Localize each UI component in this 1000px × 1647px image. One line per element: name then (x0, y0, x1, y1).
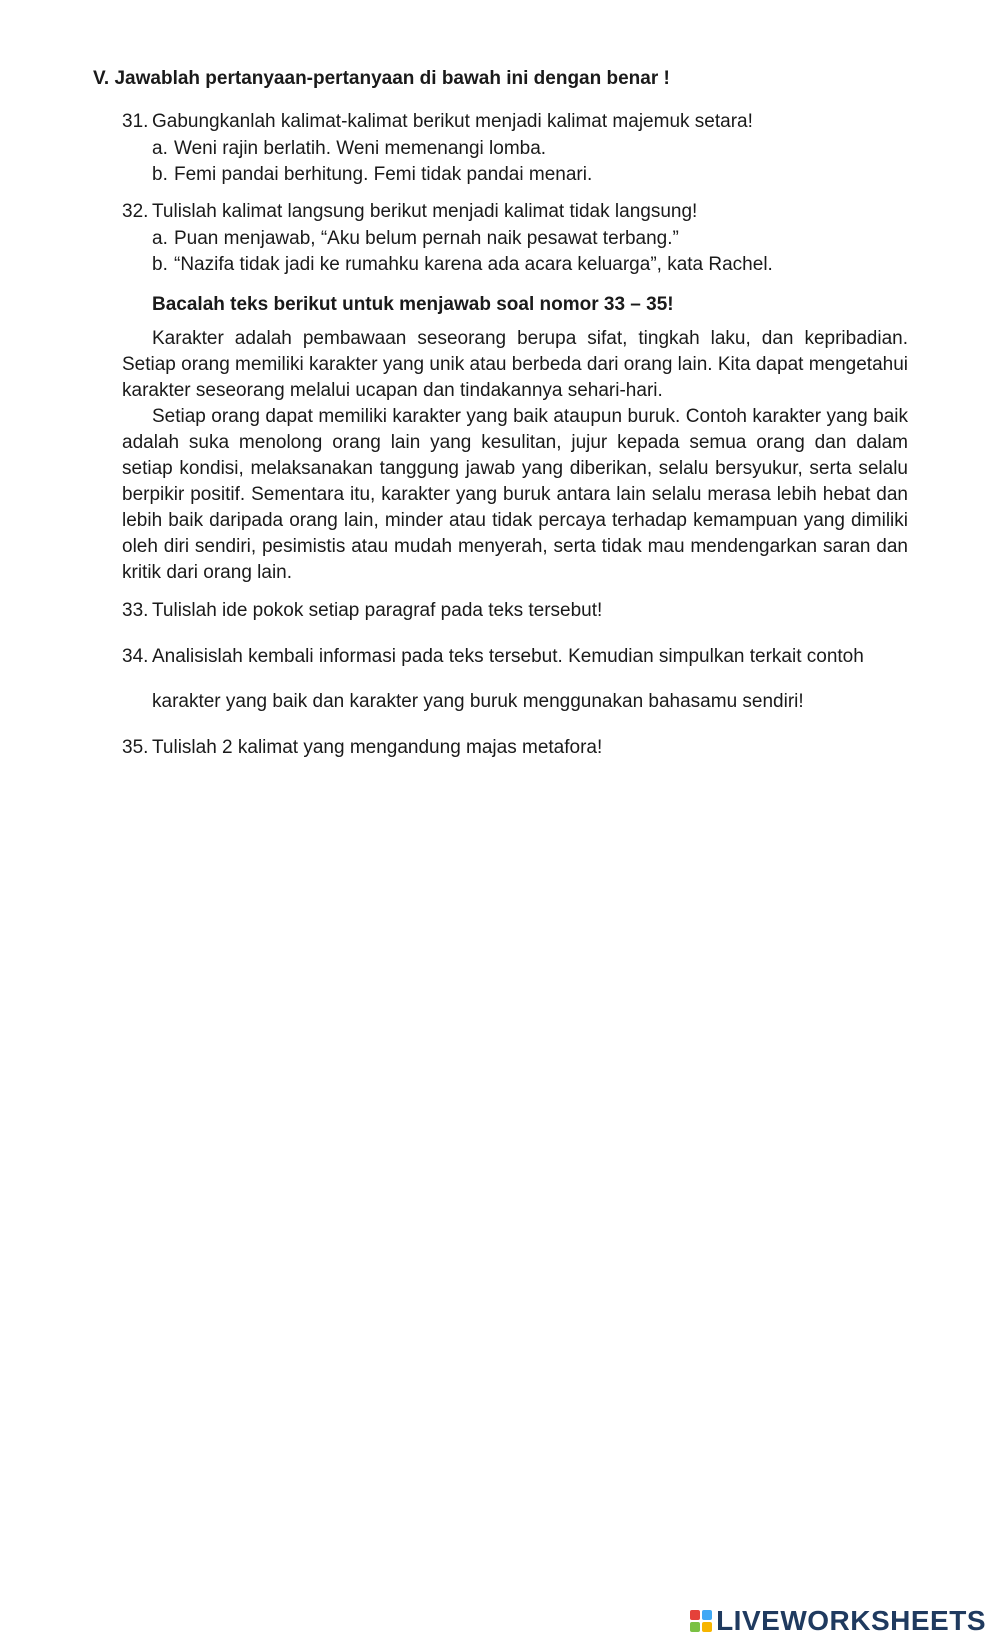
question-34 (122, 644, 912, 670)
question-number: 35. (122, 737, 149, 758)
option-31b (152, 162, 592, 188)
question-31 (122, 109, 912, 135)
option-label: a. (152, 228, 168, 249)
option-31a (152, 136, 546, 162)
option-text: Weni rajin berlatih. Weni memenangi lomba. (174, 138, 547, 159)
liveworksheets-logo[interactable] (690, 1605, 986, 1637)
liveworksheets-logo-icon (690, 1610, 712, 1632)
question-stem: Tulislah 2 kalimat yang mengandung majas metafora! (152, 737, 603, 758)
option-label: b. (152, 164, 168, 185)
question-stem: Gabungkanlah kalimat-kalimat berikut menjadi kalimat majemuk setara! (152, 111, 753, 132)
passage-paragraph-2: Setiap orang dapat memiliki karakter yang baik ataupun buruk. Contoh karakter yang baik adalah suka menolong orang lain yang kesulitan, jujur kepada semua orang dan dalam setiap kondisi, melaksanakan tanggung jawab yang diberikan, selalu bersyukur, serta selalu berpikir positif. Sementara itu, karakter yang buruk antara lain selalu merasa lebih hebat dan lebih baik daripada orang lain, minder atau tidak percaya terhadap kemampuan yang dimiliki oleh diri sendiri, pesimistis atau mudah menyerah, serta tidak mau mendengarkan saran dan kritik dari orang lain. (122, 406, 908, 583)
option-text: “Nazifa tidak jadi ke rumahku karena ada acara keluarga”, kata Rachel. (174, 254, 773, 275)
option-32a (152, 226, 679, 252)
option-label: a. (152, 138, 168, 159)
reading-instruction: Bacalah teks berikut untuk menjawab soal nomor 33 – 35! (152, 294, 674, 315)
question-35 (122, 735, 912, 761)
question-number: 33. (122, 600, 149, 621)
section-title: V. Jawablah pertanyaan-pertanyaan di bawah ini dengan benar ! (93, 68, 670, 89)
reading-passage (122, 326, 908, 586)
passage-paragraph-1: Karakter adalah pembawaan seseorang berupa sifat, tingkah laku, dan kepribadian. Setiap orang memiliki karakter yang unik atau berbeda dari orang lain. Kita dapat mengetahui karakter seseorang melalui ucapan dan tindakannya sehari-hari. (122, 328, 908, 401)
option-text: Puan menjawab, “Aku belum pernah naik pesawat terbang.” (174, 228, 679, 249)
question-33 (122, 598, 912, 624)
question-number: 34. (122, 646, 149, 667)
question-number: 31. (122, 111, 149, 132)
question-34-continuation: karakter yang baik dan karakter yang buruk menggunakan bahasamu sendiri! (152, 691, 804, 712)
option-text: Femi pandai berhitung. Femi tidak pandai menari. (174, 164, 593, 185)
option-32b (152, 252, 773, 278)
question-32 (122, 199, 912, 225)
question-stem: Analisislah kembali informasi pada teks tersebut. Kemudian simpulkan terkait contoh (152, 646, 864, 667)
question-stem: Tulislah kalimat langsung berikut menjadi kalimat tidak langsung! (152, 201, 698, 222)
question-stem: Tulislah ide pokok setiap paragraf pada teks tersebut! (152, 600, 603, 621)
option-label: b. (152, 254, 168, 275)
logo-text: LIVEWORKSHEETS (716, 1605, 986, 1636)
question-number: 32. (122, 201, 149, 222)
